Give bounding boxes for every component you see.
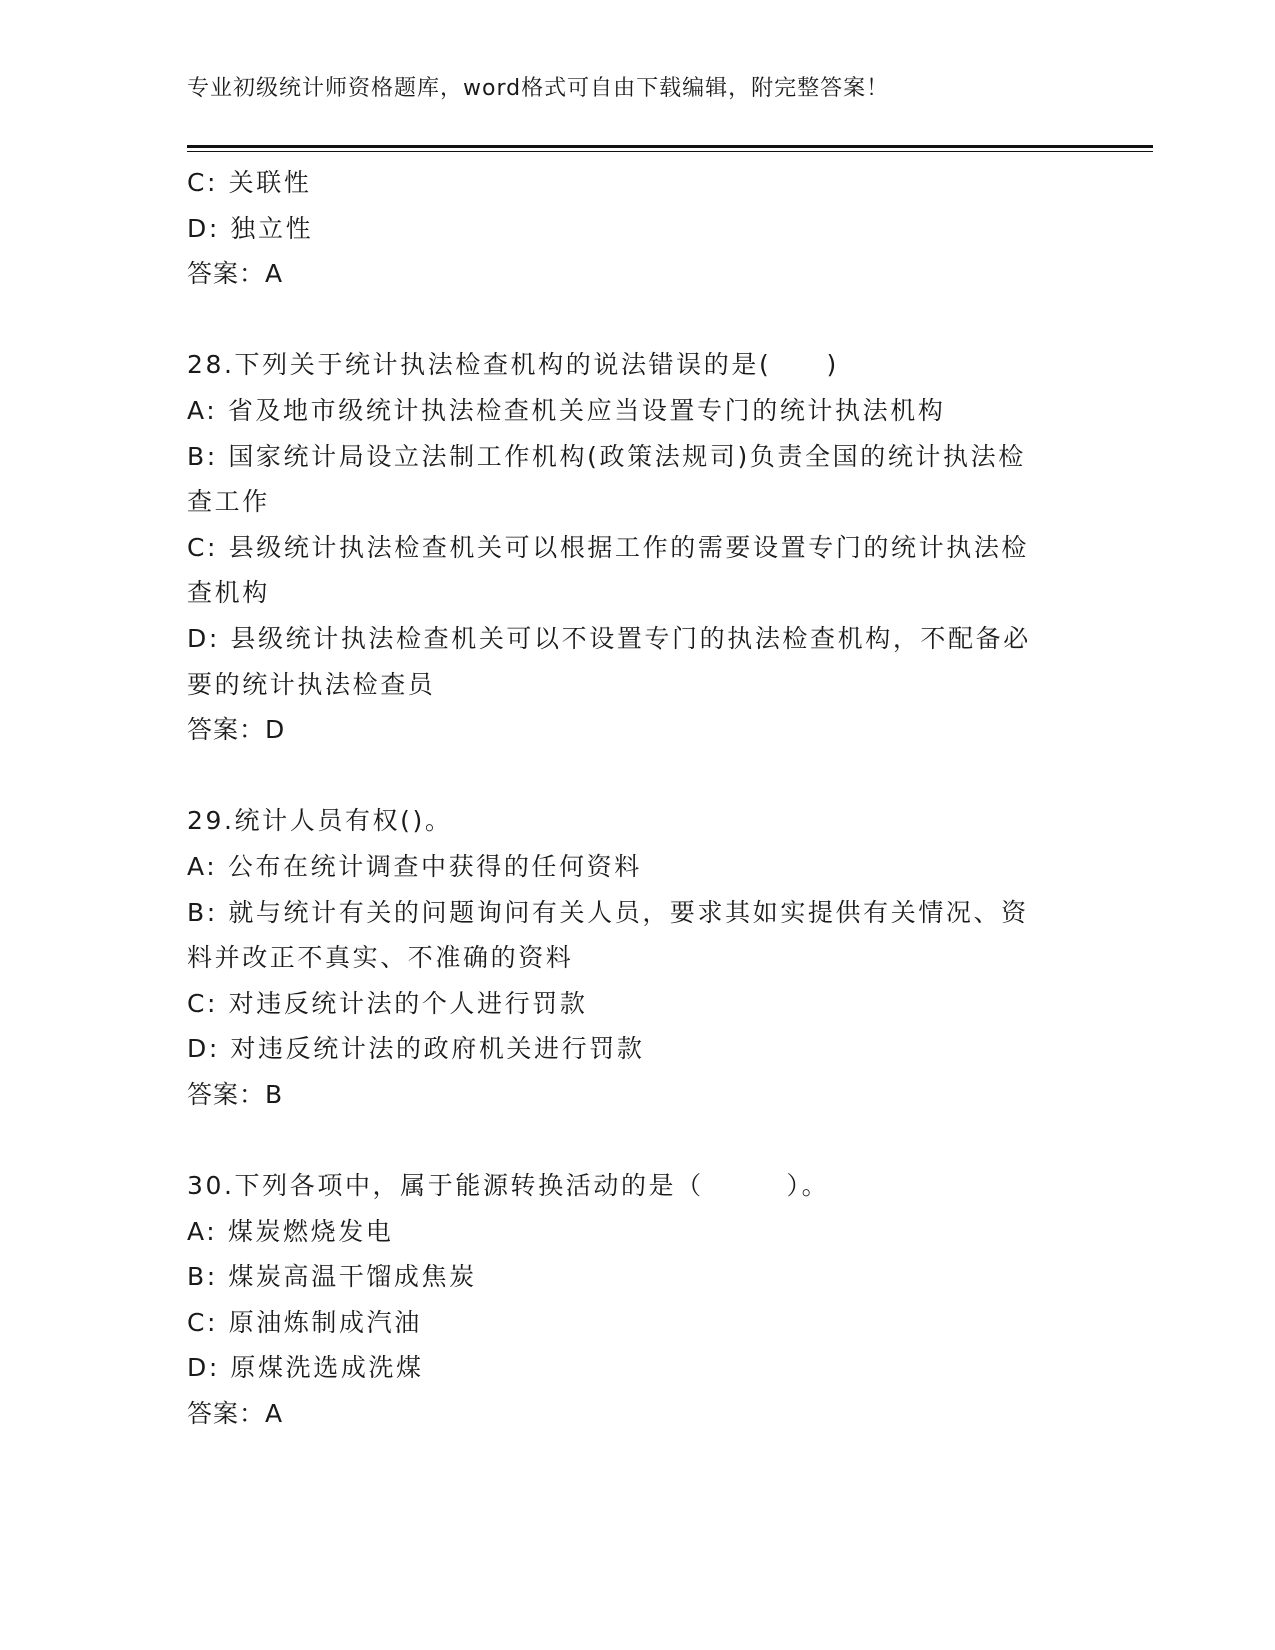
option-line: B: 就与统计有关的问题询问有关人员，要求其如实提供有关情况、资: [187, 897, 1029, 927]
option-line: D: 对违反统计法的政府机关进行罚款: [187, 1034, 645, 1064]
option-line-continued: 查工作: [187, 487, 270, 517]
spacer: [187, 297, 1087, 343]
option-line-continued: 查机构: [187, 578, 270, 608]
option-line-continued: 要的统计执法检查员: [187, 669, 436, 699]
spacer: [187, 753, 1087, 799]
spacer: [187, 1117, 1087, 1163]
answer-line: 答案：D: [187, 715, 286, 745]
page-header: 专业初级统计师资格题库，word格式可自由下载编辑，附完整答案！: [187, 76, 890, 101]
option-line: D: 县级统计执法检查机关可以不设置专门的执法检查机构，不配备必: [187, 623, 1031, 653]
option-line: C: 原油炼制成汽油: [187, 1307, 422, 1337]
option-line: A: 煤炭燃烧发电: [187, 1216, 394, 1246]
answer-line: 答案：A: [187, 259, 284, 289]
header-rule-thick: [187, 145, 1153, 148]
option-line: A: 公布在统计调查中获得的任何资料: [187, 851, 642, 881]
answer-line: 答案：A: [187, 1399, 284, 1429]
option-line: C: 关联性: [187, 168, 312, 197]
option-line: B: 国家统计局设立法制工作机构(政策法规司)负责全国的统计执法检: [187, 441, 1026, 471]
header-rule-thin: [187, 151, 1153, 152]
option-line: C: 对违反统计法的个人进行罚款: [187, 988, 588, 1018]
question-content: [187, 160, 1087, 1437]
question-line: 29.统计人员有权()。: [187, 806, 453, 836]
question-line: 28.下列关于统计执法检查机构的说法错误的是( ): [187, 350, 839, 380]
option-line: C: 县级统计执法检查机关可以根据工作的需要设置专门的统计执法检: [187, 532, 1030, 562]
option-line: D: 独立性: [187, 213, 314, 243]
answer-line: 答案：B: [187, 1079, 284, 1109]
question-line: 30.下列各项中，属于能源转换活动的是（ ）。: [187, 1171, 830, 1201]
option-line: D: 原煤洗选成洗煤: [187, 1353, 424, 1383]
option-line-continued: 料并改正不真实、不准确的资料: [187, 943, 574, 973]
option-line: B: 煤炭高温干馏成焦炭: [187, 1262, 477, 1292]
option-line: A: 省及地市级统计执法检查机关应当设置专门的统计执法机构: [187, 395, 946, 425]
